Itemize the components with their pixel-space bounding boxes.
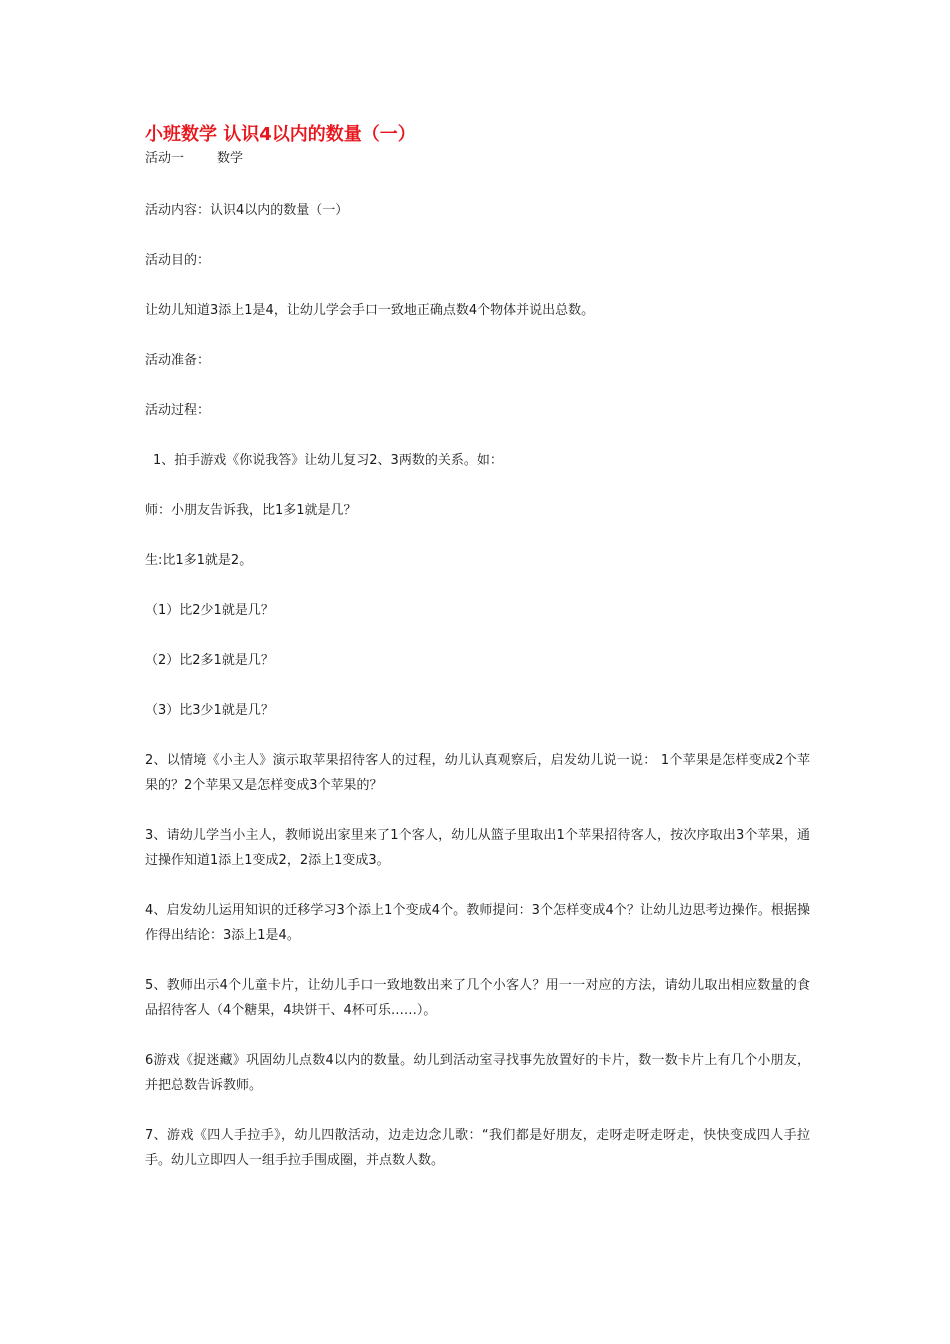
paragraph-step-3: 3、请幼儿学当小主人，教师说出家里来了1个客人，幼儿从篮子里取出1个苹果招待客人，按次序取出3个苹果，通过操作知道1添上1变成2，2添上1变成3。 [145,828,810,868]
paragraph-teacher-question: 师：小朋友告诉我，比1多1就是几？ [145,503,357,518]
paragraph-question-1: （1）比2少1就是几？ [145,603,274,618]
document-title: 小班数学 认识4以内的数量（一） [145,124,416,145]
paragraph-question-2: （2）比2多1就是几？ [145,653,274,668]
paragraph-preparation-heading: 活动准备： [145,353,211,368]
paragraph-goal: 让幼儿知道3添上1是4，让幼儿学会手口一致地正确点数4个物体并说出总数。 [145,303,595,318]
paragraph-step-7: 7、游戏《四人手拉手》，幼儿四散活动，边走边念儿歌：“我们都是好朋友，走呀走呀走呀走，快快变成四人手拉手。幼儿立即四人一组手拉手围成圈，并点数人数。 [145,1128,810,1168]
paragraph-content: 活动内容：认识4以内的数量（一） [145,203,349,218]
paragraph-student-answer: 生:比1多1就是2。 [145,553,253,568]
document-subtitle: 活动一 数学 [145,151,244,166]
paragraph-step-6: 6游戏《捉迷藏》巩固幼儿点数4以内的数量。幼儿到活动室寻找事先放置好的卡片，数一数卡片上有几个小朋友，并把总数告诉教师。 [145,1053,810,1093]
paragraph-step-1: 1、拍手游戏《你说我答》让幼儿复习2、3两数的关系。如： [153,453,503,468]
paragraph-step-5: 5、教师出示4个儿童卡片，让幼儿手口一致地数出来了几个小客人？用一一对应的方法，请幼儿取出相应数量的食品招待客人（4个糖果，4块饼干、4杯可乐……）。 [145,978,810,1018]
paragraph-process-heading: 活动过程： [145,403,211,418]
document-page [145,122,810,1198]
paragraph-question-3: （3）比3少1就是几？ [145,703,274,718]
paragraph-goal-heading: 活动目的： [145,253,211,268]
paragraph-step-4: 4、启发幼儿运用知识的迁移学习3个添上1个变成4个。教师提问：3个怎样变成4个？让幼儿边思考边操作。根据操作得出结论：3添上1是4。 [145,903,810,943]
paragraph-step-2: 2、以情境《小主人》演示取苹果招待客人的过程，幼儿认真观察后，启发幼儿说一说： 1个苹果是怎样变成2个苹果的？2个苹果又是怎样变成3个苹果的？ [145,753,810,793]
